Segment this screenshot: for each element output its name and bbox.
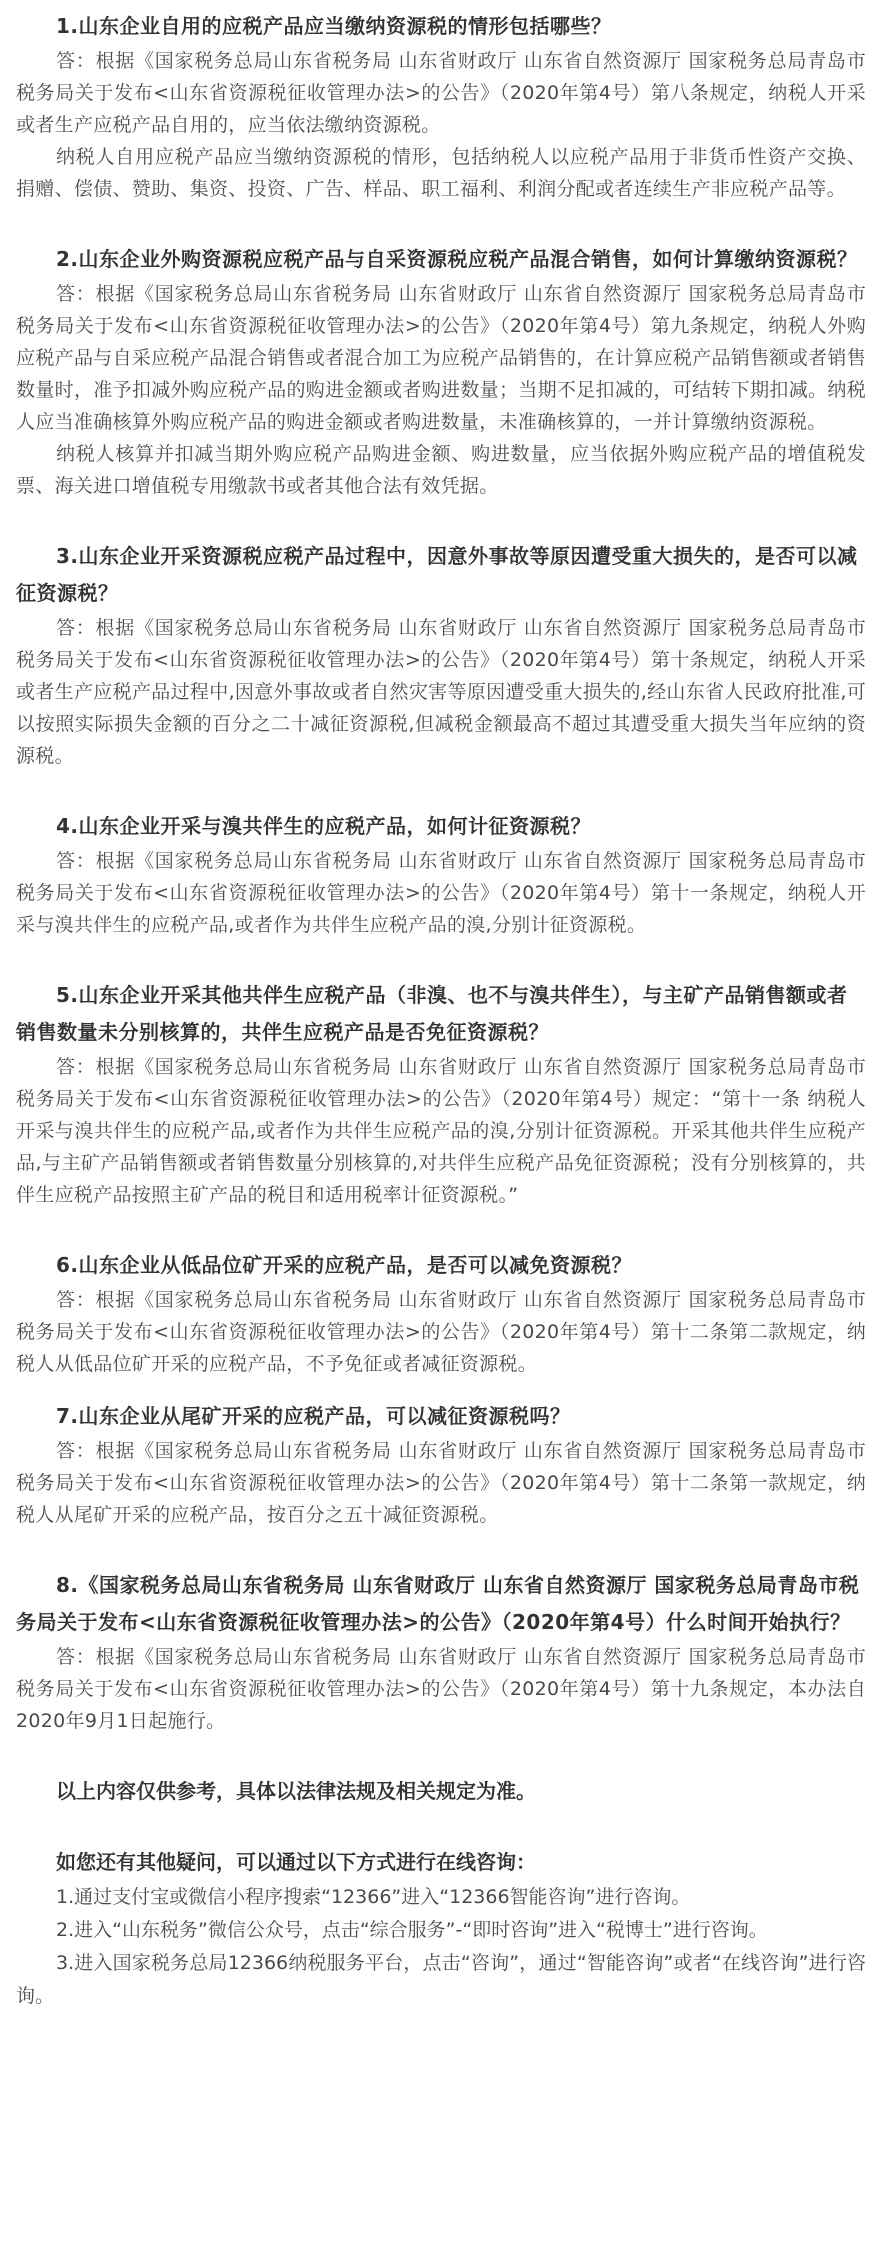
answer-paragraph: 纳税人自用应税产品应当缴纳资源税的情形，包括纳税人以应税产品用于非货币性资产交换、捐赠、偿债、赞助、集资、投资、广告、样品、职工福利、利润分配或者连续生产非应税产品等。 <box>16 146 866 200</box>
qa-item-7 <box>16 1398 866 1531</box>
disclaimer-note: 以上内容仅供参考，具体以法律法规及相关规定为准。 <box>56 1779 536 1803</box>
question-title: 5.山东企业开采其他共伴生应税产品（非溴、也不与溴共伴生），与主矿产品销售额或者销售数量未分别核算的，共伴生应税产品是否免征资源税？ <box>16 983 848 1044</box>
answer-paragraph: 纳税人核算并扣减当期外购应税产品购进金额、购进数量，应当依据外购应税产品的增值税发票、海关进口增值税专用缴款书或者其他合法有效凭据。 <box>16 443 866 497</box>
answer-paragraph: 答：根据《国家税务总局山东省税务局 山东省财政厅 山东省自然资源厅 国家税务总局青岛市税务局关于发布<山东省资源税征收管理办法>的公告》（2020年第4号）第十二条第二款规定，纳税人从低品位矿开采的应税产品，不予免征或者减征资源税。 <box>16 1289 866 1375</box>
contact-title: 如您还有其他疑问，可以通过以下方式进行在线咨询： <box>56 1850 536 1874</box>
contact-section <box>16 1844 866 2013</box>
contact-item: 3.进入国家税务总局12366纳税服务平台，点击“咨询”，通过“智能咨询”或者“在线咨询”进行咨询。 <box>16 1952 866 2007</box>
question-title: 7.山东企业从尾矿开采的应税产品，可以减征资源税吗？ <box>56 1404 571 1428</box>
qa-item-6 <box>16 1247 866 1380</box>
question-title: 1.山东企业自用的应税产品应当缴纳资源税的情形包括哪些？ <box>56 14 612 38</box>
answer-paragraph: 答：根据《国家税务总局山东省税务局 山东省财政厅 山东省自然资源厅 国家税务总局青岛市税务局关于发布<山东省资源税征收管理办法>的公告》（2020年第4号）第十一条规定，纳税人开采与溴共伴生的应税产品,或者作为共伴生应税产品的溴,分别计征资源税。 <box>16 850 866 936</box>
question-title: 8.《国家税务总局山东省税务局 山东省财政厅 山东省自然资源厅 国家税务总局青岛市税务局关于发布<山东省资源税征收管理办法>的公告》（2020年第4号）什么时间开始执行？ <box>16 1573 860 1634</box>
contact-item: 1.通过支付宝或微信小程序搜索“12366”进入“12366智能咨询”进行咨询。 <box>56 1886 691 1908</box>
qa-item-1 <box>16 8 866 205</box>
answer-paragraph: 答：根据《国家税务总局山东省税务局 山东省财政厅 山东省自然资源厅 国家税务总局青岛市税务局关于发布<山东省资源税征收管理办法>的公告》（2020年第4号）第十二条第一款规定，纳税人从尾矿开采的应税产品，按百分之五十减征资源税。 <box>16 1440 866 1526</box>
qa-item-3 <box>16 538 866 772</box>
qa-item-2 <box>16 241 866 502</box>
question-title: 6.山东企业从低品位矿开采的应税产品，是否可以减免资源税？ <box>56 1253 633 1277</box>
question-title: 4.山东企业开采与溴共伴生的应税产品，如何计征资源税？ <box>56 814 592 838</box>
answer-paragraph: 答：根据《国家税务总局山东省税务局 山东省财政厅 山东省自然资源厅 国家税务总局青岛市税务局关于发布<山东省资源税征收管理办法>的公告》（2020年第4号）第八条规定，纳税人开采或者生产应税产品自用的，应当依法缴纳资源税。 <box>16 50 866 136</box>
answer-paragraph: 答：根据《国家税务总局山东省税务局 山东省财政厅 山东省自然资源厅 国家税务总局青岛市税务局关于发布<山东省资源税征收管理办法>的公告》（2020年第4号）第十九条规定，本办法自2020年9月1日起施行。 <box>16 1646 866 1732</box>
qa-item-4 <box>16 808 866 941</box>
qa-item-5 <box>16 977 866 1211</box>
question-title: 3.山东企业开采资源税应税产品过程中，因意外事故等原因遭受重大损失的，是否可以减征资源税？ <box>16 544 858 605</box>
qa-item-8 <box>16 1567 866 1737</box>
answer-paragraph: 答：根据《国家税务总局山东省税务局 山东省财政厅 山东省自然资源厅 国家税务总局青岛市税务局关于发布<山东省资源税征收管理办法>的公告》（2020年第4号）规定：“第十一条 纳税人开采与溴共伴生的应税产品,或者作为共伴生应税产品的溴,分别计征资源税。开采其他共伴生应税产品,与主矿产品销售额或者销售数量分别核算的,对共伴生应税产品免征资源税；没有分别核算的，共伴生应税产品按照主矿产品的税目和适用税率计征资源税。” <box>16 1056 866 1206</box>
contact-item: 2.进入“山东税务”微信公众号，点击“综合服务”-“即时咨询”进入“税博士”进行咨询。 <box>56 1919 768 1941</box>
answer-paragraph: 答：根据《国家税务总局山东省税务局 山东省财政厅 山东省自然资源厅 国家税务总局青岛市税务局关于发布<山东省资源税征收管理办法>的公告》（2020年第4号）第十条规定，纳税人开采或者生产应税产品过程中,因意外事故或者自然灾害等原因遭受重大损失的,经山东省人民政府批准,可以按照实际损失金额的百分之二十减征资源税,但减税金额最高不超过其遭受重大损失当年应纳的资源税。 <box>16 617 866 767</box>
answer-paragraph: 答：根据《国家税务总局山东省税务局 山东省财政厅 山东省自然资源厅 国家税务总局青岛市税务局关于发布<山东省资源税征收管理办法>的公告》（2020年第4号）第九条规定，纳税人外购应税产品与自采应税产品混合销售或者混合加工为应税产品销售的，在计算应税产品销售额或者销售数量时，准予扣减外购应税产品的购进金额或者购进数量；当期不足扣减的，可结转下期扣减。纳税人应当准确核算外购应税产品的购进金额或者购进数量，未准确核算的，一并计算缴纳资源税。 <box>16 283 866 433</box>
question-title: 2.山东企业外购资源税应税产品与自采资源税应税产品混合销售，如何计算缴纳资源税？ <box>56 247 858 271</box>
